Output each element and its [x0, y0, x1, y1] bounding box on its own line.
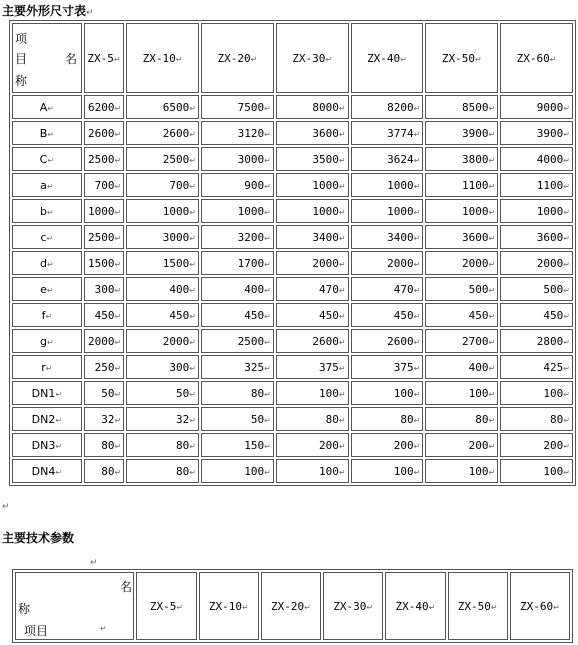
- table-cell: 450↵: [276, 303, 349, 327]
- table-cell: 80↵: [84, 433, 124, 457]
- table-cell: 2000↵: [126, 329, 199, 353]
- column-header: ZX-10↵: [199, 572, 259, 640]
- header-row: [15, 572, 570, 640]
- table-cell: 325↵: [201, 355, 274, 379]
- table-cell: 32↵: [84, 407, 124, 431]
- row-label: d↵: [12, 251, 82, 275]
- column-header: ZX-50↵: [425, 23, 498, 93]
- table-cell: 2000↵: [84, 329, 124, 353]
- table-cell: 1000↵: [84, 199, 124, 223]
- dimensions-table-heading: 主要外形尺寸表↵: [2, 4, 94, 18]
- table-cell: 1100↵: [500, 173, 573, 197]
- table-cell: 2600↵: [84, 121, 124, 145]
- table-cell: 1000↵: [351, 199, 424, 223]
- column-header: ZX-60↵: [500, 23, 573, 93]
- table-cell: 2700↵: [425, 329, 498, 353]
- table-row: [12, 277, 573, 301]
- dimensions-table: [9, 20, 576, 486]
- table-cell: 3600↵: [276, 121, 349, 145]
- column-header: ZX-40↵: [385, 572, 445, 640]
- row-label: r↵: [12, 355, 82, 379]
- table-cell: 6500↵: [126, 95, 199, 119]
- table-cell: 450↵: [500, 303, 573, 327]
- paragraph-mark: ↵: [2, 502, 10, 512]
- table-cell: 2600↵: [351, 329, 424, 353]
- table-cell: 80↵: [201, 381, 274, 405]
- table-cell: 1000↵: [126, 199, 199, 223]
- table-row: [12, 225, 573, 249]
- table-cell: 100↵: [500, 381, 573, 405]
- table-cell: 80↵: [84, 459, 124, 483]
- row-label: b↵: [12, 199, 82, 223]
- corner-cell: 名 称 项目 ↵: [15, 572, 134, 640]
- row-label: B↵: [12, 121, 82, 145]
- table-cell: 100↵: [201, 459, 274, 483]
- table-cell: 500↵: [425, 277, 498, 301]
- table-cell: 450↵: [84, 303, 124, 327]
- table-cell: 900↵: [201, 173, 274, 197]
- table-cell: 2000↵: [425, 251, 498, 275]
- row-label: DN3↵: [12, 433, 82, 457]
- table-cell: 32↵: [126, 407, 199, 431]
- row-label: A↵: [12, 95, 82, 119]
- table-cell: 2500↵: [201, 329, 274, 353]
- table-cell: 2800↵: [500, 329, 573, 353]
- table-cell: 50↵: [201, 407, 274, 431]
- table-cell: 1100↵: [425, 173, 498, 197]
- table-cell: 2000↵: [500, 251, 573, 275]
- table-cell: 425↵: [500, 355, 573, 379]
- table-cell: 80↵: [276, 407, 349, 431]
- table-cell: 80↵: [351, 407, 424, 431]
- table-cell: 1500↵: [126, 251, 199, 275]
- column-header: ZX-20↵: [261, 572, 321, 640]
- table-row: [12, 407, 573, 431]
- table-cell: 1000↵: [425, 199, 498, 223]
- row-label: f↵: [12, 303, 82, 327]
- column-header: ZX-10↵: [126, 23, 199, 93]
- row-label: e↵: [12, 277, 82, 301]
- column-header: ZX-5↵: [136, 572, 196, 640]
- table-cell: 700↵: [126, 173, 199, 197]
- table-row: [12, 121, 573, 145]
- table-row: [12, 95, 573, 119]
- table-cell: 450↵: [201, 303, 274, 327]
- table-row: [12, 173, 573, 197]
- table-cell: 80↵: [126, 433, 199, 457]
- table-cell: 400↵: [425, 355, 498, 379]
- technical-params-heading: 主要技术参数: [2, 531, 75, 545]
- table-cell: 400↵: [201, 277, 274, 301]
- table-cell: 1000↵: [500, 199, 573, 223]
- table-cell: 2500↵: [84, 147, 124, 171]
- column-header: ZX-60↵: [510, 572, 570, 640]
- table-cell: 3624↵: [351, 147, 424, 171]
- table-cell: 1000↵: [276, 199, 349, 223]
- table-cell: 100↵: [276, 459, 349, 483]
- table-cell: 200↵: [425, 433, 498, 457]
- table-row: [12, 303, 573, 327]
- row-label: DN4↵: [12, 459, 82, 483]
- table-row: [12, 251, 573, 275]
- row-label: C↵: [12, 147, 82, 171]
- table-cell: 470↵: [276, 277, 349, 301]
- table-cell: 300↵: [126, 355, 199, 379]
- table-cell: 200↵: [500, 433, 573, 457]
- table-cell: 3900↵: [425, 121, 498, 145]
- corner-cell: 项 目 名 称: [12, 23, 82, 93]
- table-row: [12, 199, 573, 223]
- table-cell: 500↵: [500, 277, 573, 301]
- table-cell: 9000↵: [500, 95, 573, 119]
- table-cell: 450↵: [126, 303, 199, 327]
- table-cell: 450↵: [351, 303, 424, 327]
- table-cell: 3400↵: [276, 225, 349, 249]
- column-header: ZX-50↵: [448, 572, 508, 640]
- table-cell: 100↵: [351, 459, 424, 483]
- table-cell: 1700↵: [201, 251, 274, 275]
- row-label: c↵: [12, 225, 82, 249]
- table-cell: 3500↵: [276, 147, 349, 171]
- row-label: g↵: [12, 329, 82, 353]
- row-label: DN2↵: [12, 407, 82, 431]
- table-row: [12, 329, 573, 353]
- table-cell: 450↵: [425, 303, 498, 327]
- table-cell: 3000↵: [126, 225, 199, 249]
- table-cell: 375↵: [351, 355, 424, 379]
- table-cell: 400↵: [126, 277, 199, 301]
- table-cell: 2600↵: [276, 329, 349, 353]
- table-cell: 2000↵: [351, 251, 424, 275]
- table-cell: 3120↵: [201, 121, 274, 145]
- column-header: ZX-40↵: [351, 23, 424, 93]
- technical-params-table: [12, 569, 573, 643]
- table-cell: 3774↵: [351, 121, 424, 145]
- table-row: [12, 459, 573, 483]
- table-cell: 2000↵: [276, 251, 349, 275]
- table-cell: 80↵: [425, 407, 498, 431]
- table-cell: 3900↵: [500, 121, 573, 145]
- column-header: ZX-20↵: [201, 23, 274, 93]
- table-cell: 100↵: [276, 381, 349, 405]
- table-row: [12, 433, 573, 457]
- table-cell: 80↵: [500, 407, 573, 431]
- table-cell: 4000↵: [500, 147, 573, 171]
- column-header: ZX-30↵: [323, 572, 383, 640]
- table-cell: 100↵: [425, 459, 498, 483]
- table-cell: 2500↵: [126, 147, 199, 171]
- table-cell: 8000↵: [276, 95, 349, 119]
- column-header: ZX-5↵: [84, 23, 124, 93]
- table-cell: 7500↵: [201, 95, 274, 119]
- table-cell: 1000↵: [276, 173, 349, 197]
- table-cell: 100↵: [500, 459, 573, 483]
- header-row: [12, 23, 573, 93]
- table-cell: 2600↵: [126, 121, 199, 145]
- table-cell: 200↵: [276, 433, 349, 457]
- row-label: a↵: [12, 173, 82, 197]
- table-cell: 8500↵: [425, 95, 498, 119]
- table-cell: 3200↵: [201, 225, 274, 249]
- table-cell: 375↵: [276, 355, 349, 379]
- table-cell: 50↵: [126, 381, 199, 405]
- table-cell: 8200↵: [351, 95, 424, 119]
- paragraph-mark: ↵: [90, 558, 98, 568]
- table-row: [12, 147, 573, 171]
- table-cell: 3400↵: [351, 225, 424, 249]
- column-header: ZX-30↵: [276, 23, 349, 93]
- table-cell: 470↵: [351, 277, 424, 301]
- table-cell: 3600↵: [425, 225, 498, 249]
- table-cell: 6200↵: [84, 95, 124, 119]
- table-cell: 250↵: [84, 355, 124, 379]
- table-cell: 100↵: [351, 381, 424, 405]
- table-cell: 1500↵: [84, 251, 124, 275]
- table-cell: 3600↵: [500, 225, 573, 249]
- table-cell: 80↵: [126, 459, 199, 483]
- table-row: [12, 381, 573, 405]
- table-cell: 200↵: [351, 433, 424, 457]
- table-cell: 3000↵: [201, 147, 274, 171]
- table-cell: 1000↵: [201, 199, 274, 223]
- table-row: [12, 355, 573, 379]
- table-cell: 100↵: [425, 381, 498, 405]
- table-cell: 300↵: [84, 277, 124, 301]
- table-cell: 2500↵: [84, 225, 124, 249]
- table-cell: 3800↵: [425, 147, 498, 171]
- table-cell: 50↵: [84, 381, 124, 405]
- row-label: DN1↵: [12, 381, 82, 405]
- table-cell: 150↵: [201, 433, 274, 457]
- table-cell: 700↵: [84, 173, 124, 197]
- table-cell: 1000↵: [351, 173, 424, 197]
